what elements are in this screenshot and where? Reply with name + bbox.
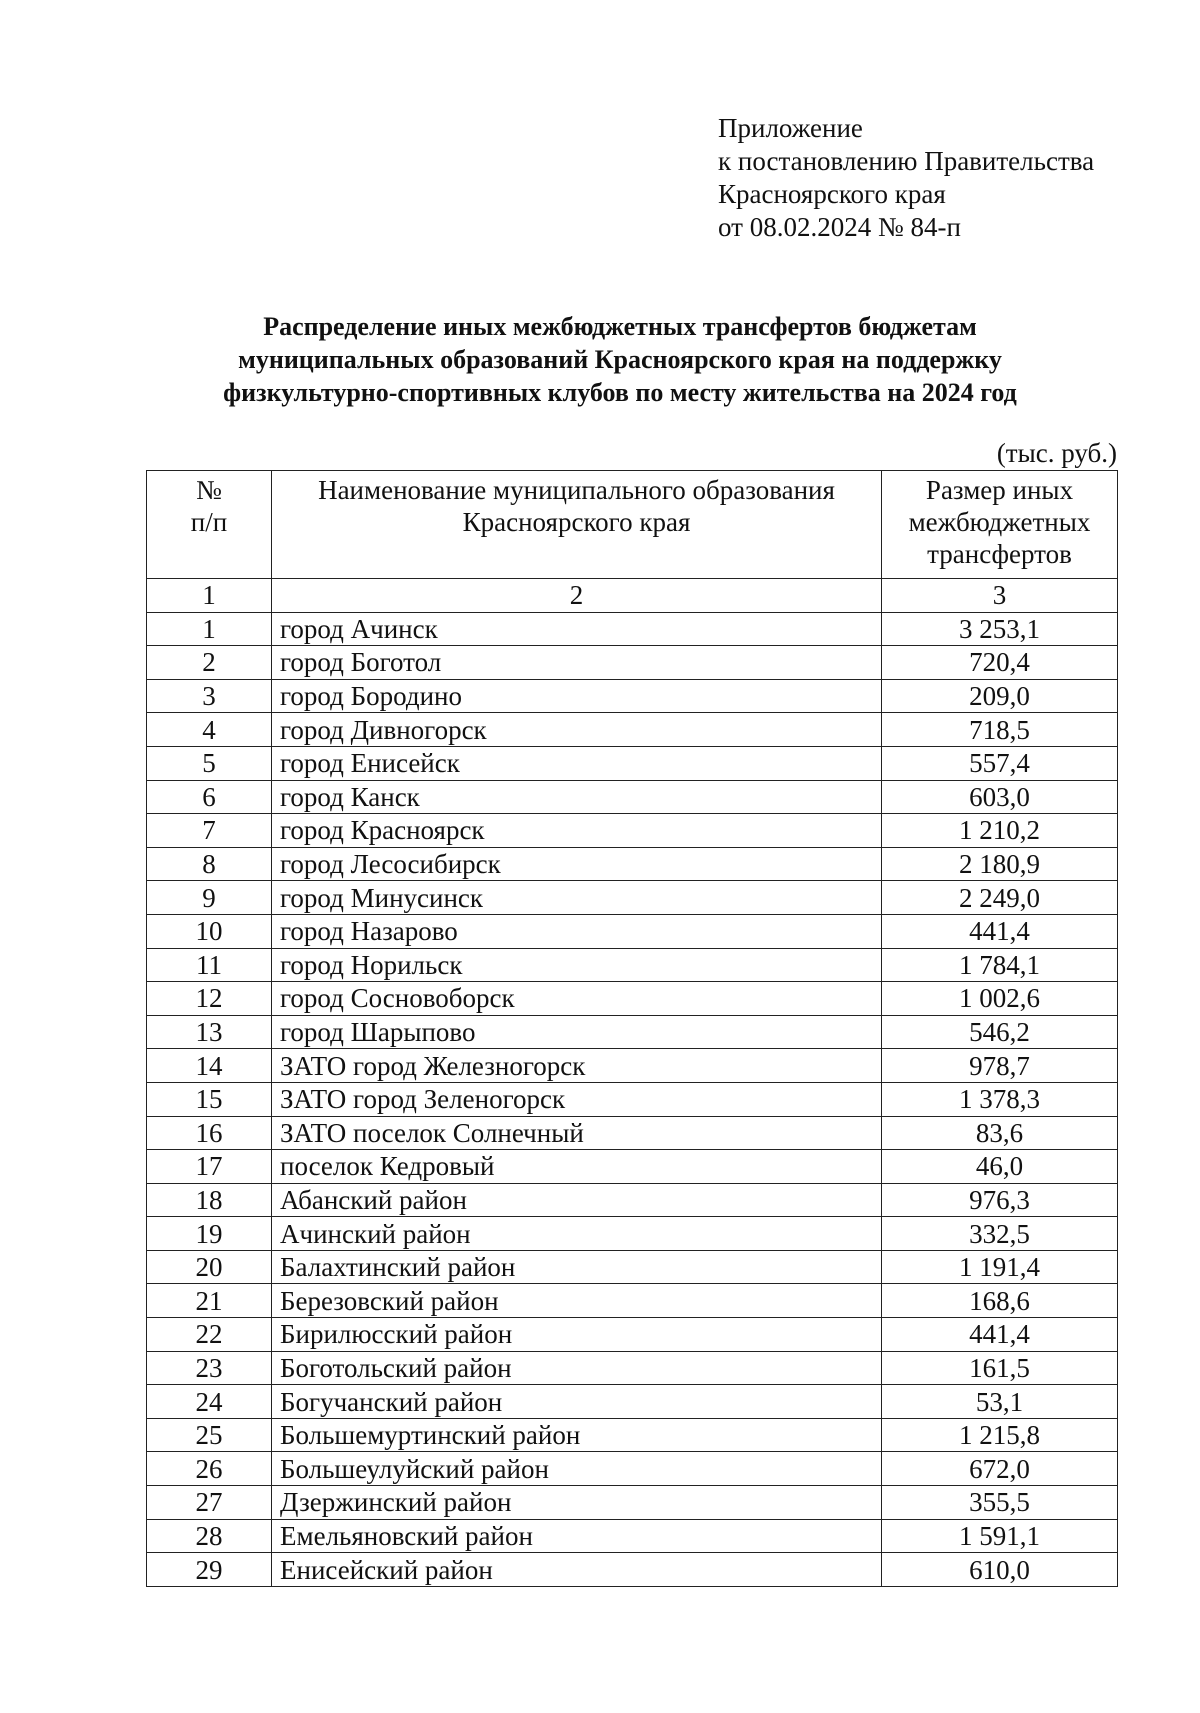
row-transfer-value: 1 191,4 [882, 1250, 1118, 1284]
row-municipality-name: город Ачинск [272, 612, 882, 646]
column-numbers-row [147, 579, 1118, 613]
row-transfer-value: 978,7 [882, 1049, 1118, 1083]
row-transfer-value: 1 784,1 [882, 948, 1118, 982]
appendix-line: от 08.02.2024 № 84-п [718, 212, 961, 242]
row-number: 22 [147, 1318, 272, 1352]
row-transfer-value: 46,0 [882, 1150, 1118, 1184]
row-municipality-name: город Канск [272, 780, 882, 814]
row-municipality-name: ЗАТО город Зеленогорск [272, 1082, 882, 1116]
row-municipality-name: Богучанский район [272, 1385, 882, 1419]
row-transfer-value: 441,4 [882, 1318, 1118, 1352]
row-municipality-name: город Сосновоборск [272, 982, 882, 1016]
row-transfer-value: 2 249,0 [882, 881, 1118, 915]
row-transfer-value: 1 591,1 [882, 1519, 1118, 1553]
row-municipality-name: Абанский район [272, 1183, 882, 1217]
column-number: 3 [882, 579, 1118, 613]
row-number: 3 [147, 679, 272, 713]
transfers-table [146, 470, 1118, 1587]
header-num [147, 471, 272, 579]
table-row [147, 948, 1118, 982]
table-row [147, 1452, 1118, 1486]
row-municipality-name: город Назарово [272, 914, 882, 948]
appendix-line: Приложение [718, 113, 863, 143]
row-transfer-value: 976,3 [882, 1183, 1118, 1217]
row-transfer-value: 3 253,1 [882, 612, 1118, 646]
row-transfer-value: 1 002,6 [882, 982, 1118, 1016]
table-row [147, 1519, 1118, 1553]
row-number: 16 [147, 1116, 272, 1150]
row-transfer-value: 672,0 [882, 1452, 1118, 1486]
table-row [147, 1385, 1118, 1419]
header-num-line: № [196, 475, 222, 505]
row-municipality-name: город Шарыпово [272, 1015, 882, 1049]
table-row [147, 1183, 1118, 1217]
header-value-line: Размер иных [925, 475, 1074, 505]
row-municipality-name: Енисейский район [272, 1553, 882, 1587]
row-number: 6 [147, 780, 272, 814]
row-municipality-name: город Норильск [272, 948, 882, 982]
table-row [147, 1150, 1118, 1184]
row-number: 9 [147, 881, 272, 915]
row-transfer-value: 2 180,9 [882, 847, 1118, 881]
table-row [147, 780, 1118, 814]
document-title [100, 310, 1140, 409]
row-transfer-value: 546,2 [882, 1015, 1118, 1049]
row-municipality-name: город Дивногорск [272, 713, 882, 747]
row-number: 13 [147, 1015, 272, 1049]
table-row [147, 746, 1118, 780]
table-row [147, 1049, 1118, 1083]
row-number: 29 [147, 1553, 272, 1587]
row-transfer-value: 209,0 [882, 679, 1118, 713]
table-row [147, 1418, 1118, 1452]
row-number: 28 [147, 1519, 272, 1553]
row-number: 4 [147, 713, 272, 747]
row-municipality-name: Большемуртинский район [272, 1418, 882, 1452]
row-municipality-name: ЗАТО поселок Солнечный [272, 1116, 882, 1150]
table-row [147, 1284, 1118, 1318]
row-municipality-name: город Енисейск [272, 746, 882, 780]
table-row [147, 1553, 1118, 1587]
row-transfer-value: 603,0 [882, 780, 1118, 814]
header-value [882, 471, 1118, 579]
row-number: 25 [147, 1418, 272, 1452]
row-number: 17 [147, 1150, 272, 1184]
row-municipality-name: Березовский район [272, 1284, 882, 1318]
row-municipality-name: город Минусинск [272, 881, 882, 915]
row-municipality-name: город Бородино [272, 679, 882, 713]
table-row [147, 679, 1118, 713]
row-transfer-value: 53,1 [882, 1385, 1118, 1419]
title-line: Распределение иных межбюджетных трансфертов бюджетам [263, 312, 977, 341]
table-row [147, 1217, 1118, 1251]
header-value-line: межбюджетных [908, 507, 1091, 537]
row-municipality-name: Боготольский район [272, 1351, 882, 1385]
row-municipality-name: город Красноярск [272, 814, 882, 848]
row-number: 18 [147, 1183, 272, 1217]
row-transfer-value: 332,5 [882, 1217, 1118, 1251]
appendix-line: к постановлению Правительства [718, 146, 1095, 176]
row-number: 23 [147, 1351, 272, 1385]
row-number: 8 [147, 847, 272, 881]
table-row [147, 1015, 1118, 1049]
row-transfer-value: 1 378,3 [882, 1082, 1118, 1116]
table-row [147, 1351, 1118, 1385]
header-value-line: трансфертов [927, 539, 1072, 569]
row-municipality-name: Бирилюсский район [272, 1318, 882, 1352]
appendix-block [718, 112, 1094, 244]
title-line: муниципальных образований Красноярского края на поддержку [238, 345, 1002, 374]
row-number: 27 [147, 1486, 272, 1520]
row-transfer-value: 83,6 [882, 1116, 1118, 1150]
row-number: 2 [147, 646, 272, 680]
row-municipality-name: Емельяновский район [272, 1519, 882, 1553]
table-row [147, 1318, 1118, 1352]
row-municipality-name: город Лесосибирск [272, 847, 882, 881]
appendix-line: Красноярского края [718, 179, 946, 209]
row-number: 15 [147, 1082, 272, 1116]
row-number: 21 [147, 1284, 272, 1318]
table-row [147, 713, 1118, 747]
table-row [147, 612, 1118, 646]
table-row [147, 847, 1118, 881]
row-number: 24 [147, 1385, 272, 1419]
row-transfer-value: 161,5 [882, 1351, 1118, 1385]
row-municipality-name: ЗАТО город Железногорск [272, 1049, 882, 1083]
table-row [147, 1250, 1118, 1284]
row-municipality-name: Дзержинский район [272, 1486, 882, 1520]
table-row [147, 881, 1118, 915]
column-number: 2 [272, 579, 882, 613]
table-row [147, 1082, 1118, 1116]
row-transfer-value: 720,4 [882, 646, 1118, 680]
row-number: 10 [147, 914, 272, 948]
row-number: 11 [147, 948, 272, 982]
row-municipality-name: Большеулуйский район [272, 1452, 882, 1486]
header-name-line: Красноярского края [462, 507, 691, 537]
row-number: 12 [147, 982, 272, 1016]
header-name [272, 471, 882, 579]
row-transfer-value: 168,6 [882, 1284, 1118, 1318]
row-municipality-name: поселок Кедровый [272, 1150, 882, 1184]
table-row [147, 982, 1118, 1016]
table-row [147, 914, 1118, 948]
column-number: 1 [147, 579, 272, 613]
row-number: 26 [147, 1452, 272, 1486]
row-transfer-value: 718,5 [882, 713, 1118, 747]
row-transfer-value: 355,5 [882, 1486, 1118, 1520]
row-number: 20 [147, 1250, 272, 1284]
row-number: 7 [147, 814, 272, 848]
row-number: 19 [147, 1217, 272, 1251]
row-transfer-value: 441,4 [882, 914, 1118, 948]
row-municipality-name: Ачинский район [272, 1217, 882, 1251]
table-row [147, 1116, 1118, 1150]
table-row [147, 646, 1118, 680]
row-number: 14 [147, 1049, 272, 1083]
row-number: 1 [147, 612, 272, 646]
header-num-line: п/п [190, 507, 228, 537]
table-header-row [147, 471, 1118, 579]
row-municipality-name: Балахтинский район [272, 1250, 882, 1284]
units-label: (тыс. руб.) [996, 438, 1117, 468]
row-transfer-value: 1 215,8 [882, 1418, 1118, 1452]
row-municipality-name: город Боготол [272, 646, 882, 680]
title-line: физкультурно-спортивных клубов по месту жительства на 2024 год [223, 378, 1017, 407]
table-row [147, 1486, 1118, 1520]
row-number: 5 [147, 746, 272, 780]
table-row [147, 814, 1118, 848]
row-transfer-value: 1 210,2 [882, 814, 1118, 848]
row-transfer-value: 610,0 [882, 1553, 1118, 1587]
header-name-line: Наименование муниципального образования [318, 475, 835, 505]
row-transfer-value: 557,4 [882, 746, 1118, 780]
